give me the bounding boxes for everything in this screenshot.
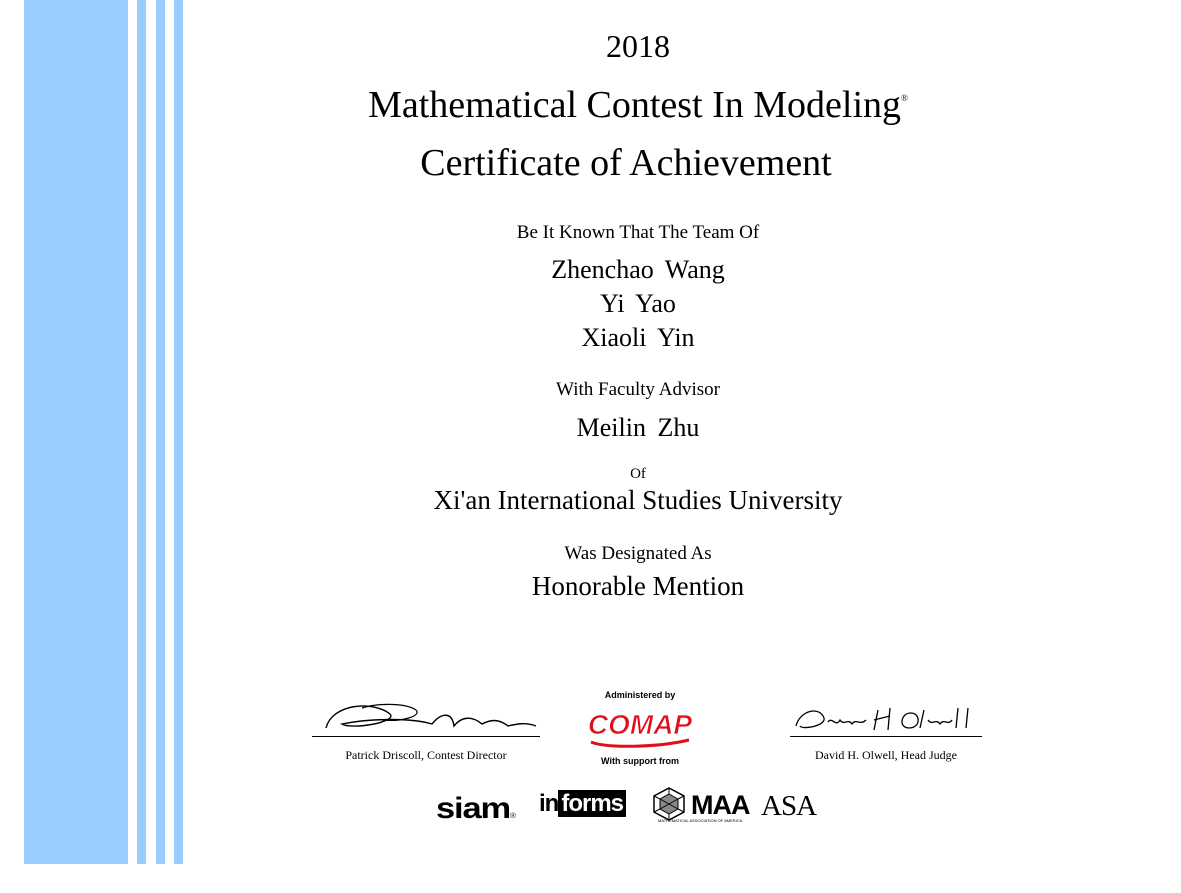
asa-logo: ASA <box>761 790 817 822</box>
institution-name: Xi'an International Studies University <box>433 485 843 515</box>
team-member: Zhenchao Wang <box>551 255 725 284</box>
head-judge-name: David H. Olwell, Head Judge <box>815 748 957 762</box>
contest-name-text: Mathematical Contest In Modeling <box>368 84 902 126</box>
designation-intro: Was Designated As <box>564 543 712 564</box>
border-stripe <box>156 0 165 864</box>
signature-head-judge <box>790 696 982 763</box>
contest-name <box>300 86 976 124</box>
informs-prefix: in <box>539 790 559 817</box>
advisor-intro: With Faculty Advisor <box>556 379 720 400</box>
of-label: Of <box>630 466 646 482</box>
comap-logo <box>585 702 695 750</box>
registered-mark: ® <box>901 93 908 103</box>
siam-registered-mark: ® <box>510 813 515 820</box>
handwritten-signature-icon <box>790 696 982 736</box>
border-stripe-wide <box>24 0 128 864</box>
informs-logo <box>539 790 626 818</box>
director-name: Patrick Driscoll, Contest Director <box>345 748 507 762</box>
maa-polyhedron-icon <box>650 786 688 822</box>
siam-logo <box>436 792 515 826</box>
maa-subtitle: MATHEMATICAL ASSOCIATION OF AMERICA <box>658 818 743 823</box>
designation-award: Honorable Mention <box>531 571 745 601</box>
signature-director <box>312 696 540 763</box>
team-member: Yi Yao <box>600 289 676 318</box>
signature-line <box>312 736 540 737</box>
siam-logo-text: siam <box>436 792 511 825</box>
advisor-name: Meilin Zhu <box>576 413 700 442</box>
certificate-year: 2018 <box>606 28 670 64</box>
maa-logo: MAA <box>691 790 750 820</box>
support-from-label: With support from <box>601 756 679 766</box>
team-member: Xiaoli Yin <box>581 323 695 352</box>
border-stripe <box>137 0 146 864</box>
certificate-title: Certificate of Achievement <box>420 142 832 184</box>
informs-box: forms <box>558 790 626 817</box>
sponsor-logos <box>436 786 836 826</box>
administered-by-label: Administered by <box>604 690 676 700</box>
team-intro: Be It Known That The Team Of <box>516 222 760 243</box>
comap-block <box>580 690 700 766</box>
handwritten-signature-icon <box>312 696 540 736</box>
comap-logo-text: COMAP <box>587 709 693 740</box>
signature-line <box>790 736 982 737</box>
border-stripe <box>174 0 183 864</box>
